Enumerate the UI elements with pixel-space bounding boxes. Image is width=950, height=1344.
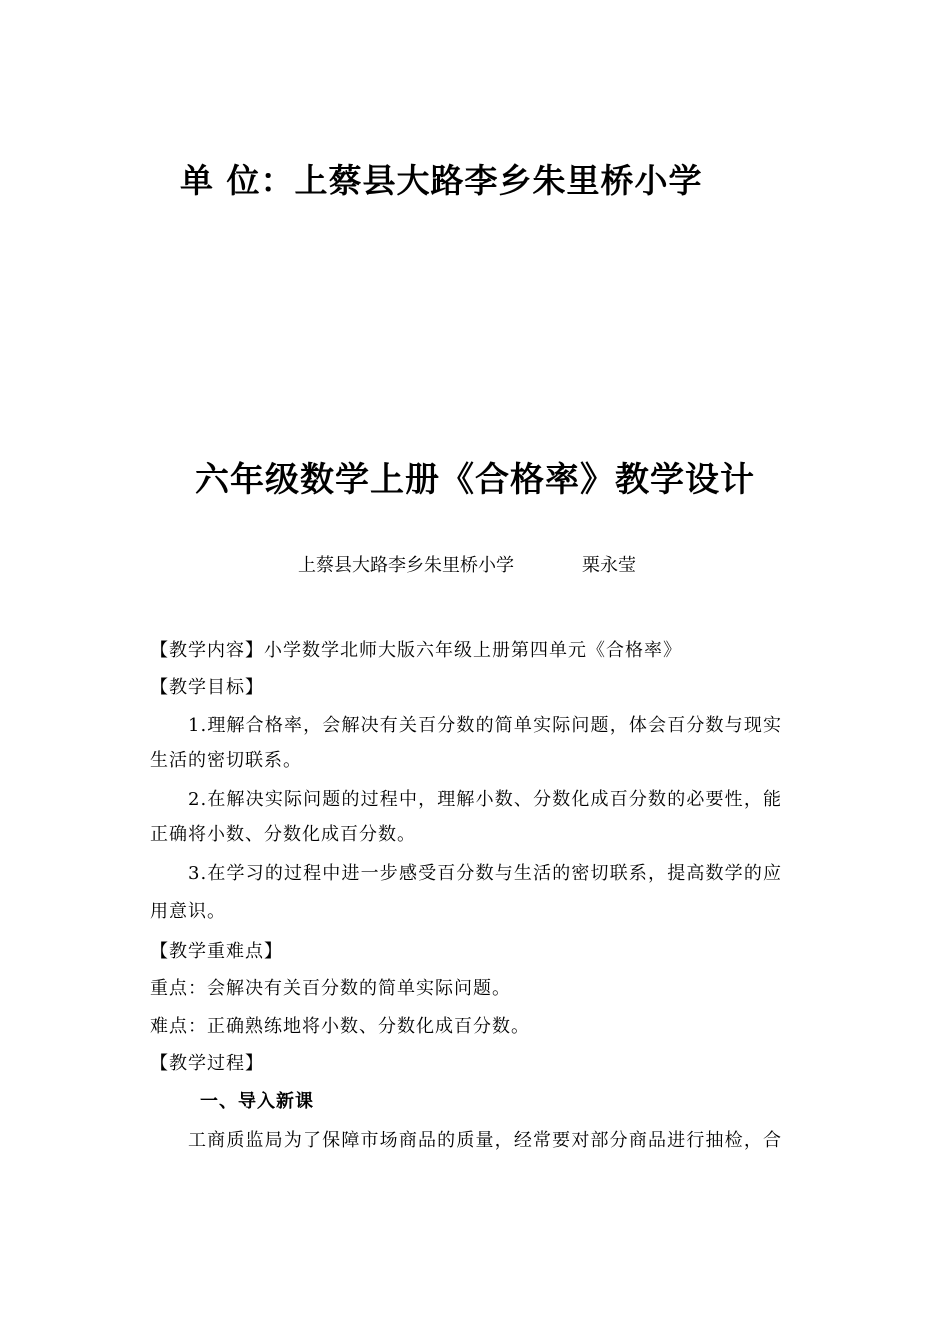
section-heading-intro: 一、导入新课 bbox=[200, 1091, 314, 1112]
goal-2-line-2: 正确将小数、分数化成百分数。 bbox=[150, 824, 416, 845]
unit-heading: 单 位：上蔡县大路李乡朱里桥小学 bbox=[180, 161, 703, 200]
goal-1-line-1: 1.理解合格率，会解决有关百分数的简单实际问题，体会百分数与现实 bbox=[188, 715, 782, 736]
school-name: 上蔡县大路李乡朱里桥小学 bbox=[298, 555, 514, 576]
intro-paragraph-line-1: 工商质监局为了保障市场商品的质量，经常要对部分商品进行抽检，合 bbox=[188, 1130, 782, 1151]
goal-3-line-1: 3.在学习的过程中进一步感受百分数与生活的密切联系，提高数学的应 bbox=[188, 863, 782, 884]
teaching-content: 【教学内容】小学数学北师大版六年级上册第四单元《合格率》 bbox=[150, 640, 682, 661]
difficulty-point: 难点：正确熟练地将小数、分数化成百分数。 bbox=[150, 1016, 530, 1037]
process-heading: 【教学过程】 bbox=[150, 1053, 264, 1074]
author-name: 栗永莹 bbox=[582, 555, 636, 576]
goal-1-line-2: 生活的密切联系。 bbox=[150, 750, 302, 771]
goal-2-line-1: 2.在解决实际问题的过程中，理解小数、分数化成百分数的必要性，能 bbox=[188, 789, 782, 810]
key-point: 重点：会解决有关百分数的简单实际问题。 bbox=[150, 978, 511, 999]
document-title: 六年级数学上册《合格率》教学设计 bbox=[195, 460, 755, 500]
goals-heading: 【教学目标】 bbox=[150, 677, 264, 698]
keypoints-heading: 【教学重难点】 bbox=[150, 941, 283, 962]
goal-3-line-2: 用意识。 bbox=[150, 901, 226, 922]
byline bbox=[298, 551, 636, 577]
